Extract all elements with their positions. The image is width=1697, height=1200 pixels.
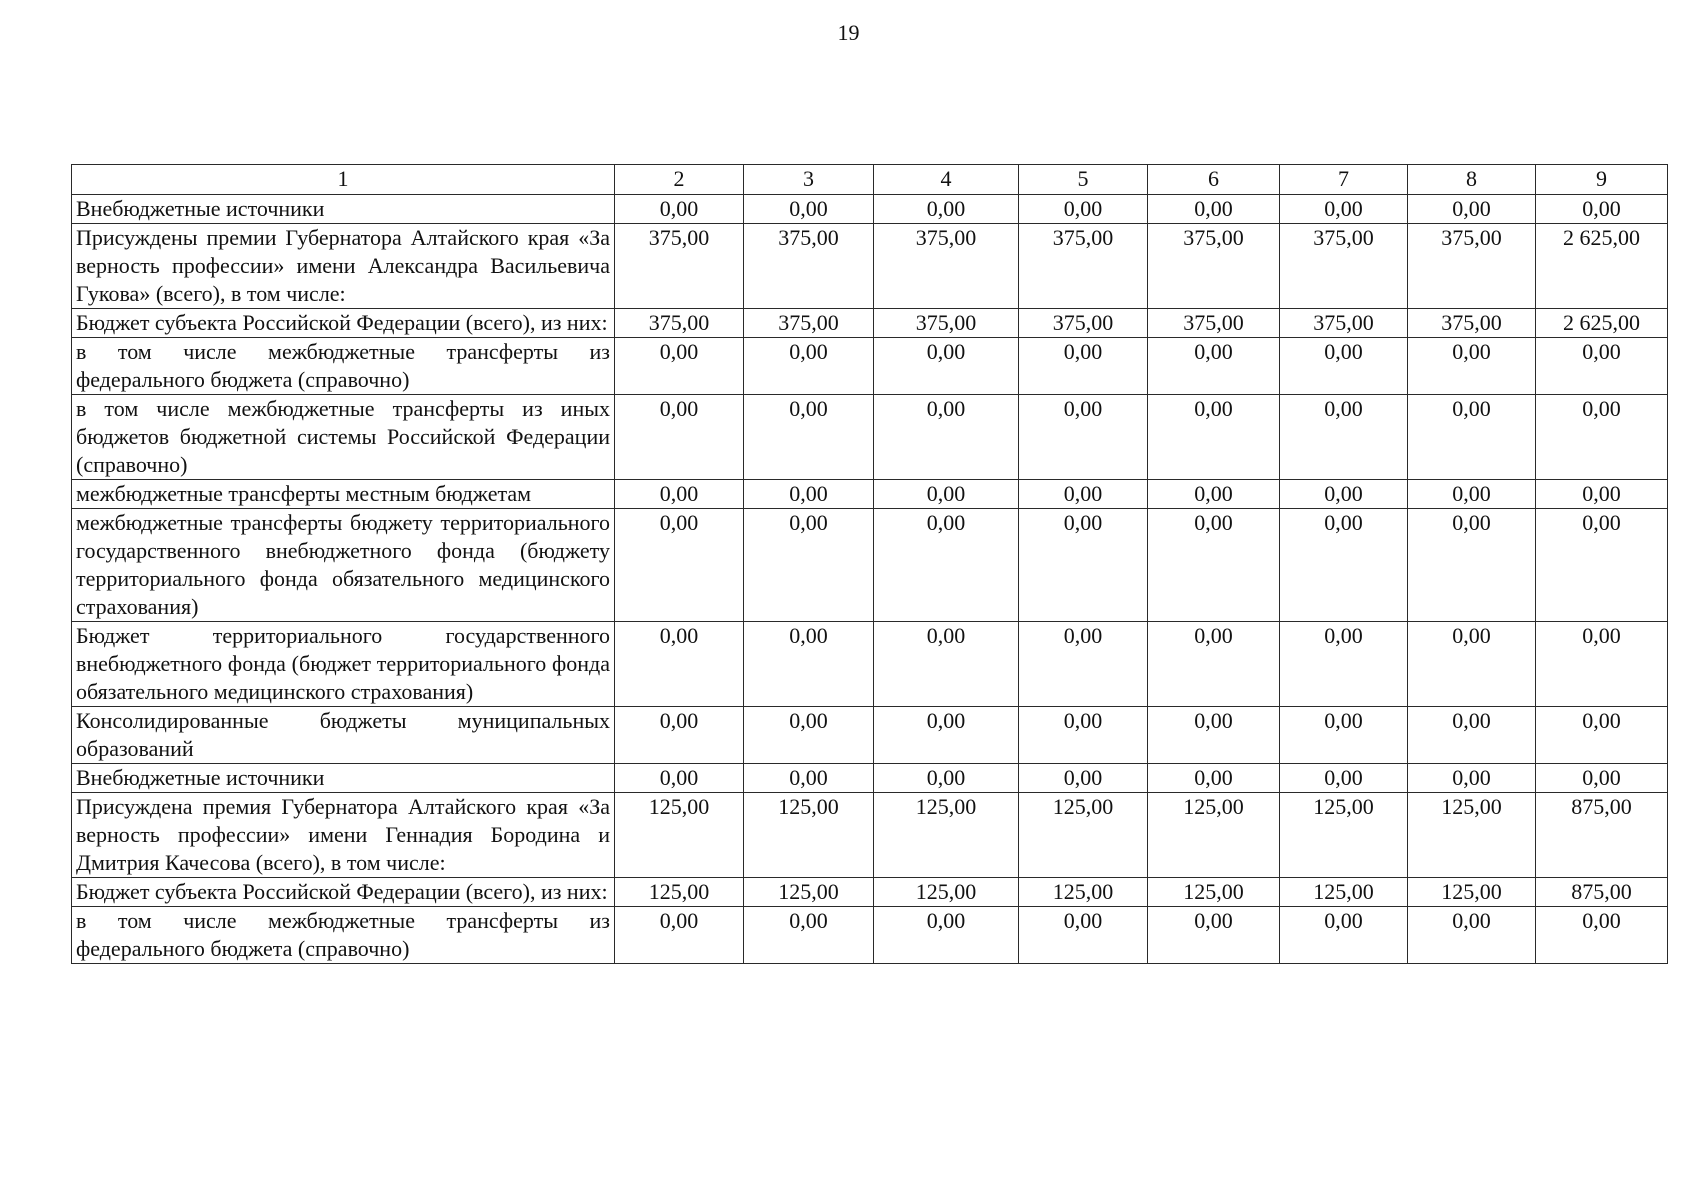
value-cell: 125,00	[1408, 793, 1536, 878]
value-cell: 0,00	[1280, 764, 1408, 793]
row-label-cell: Бюджет субъекта Российской Федерации (всего), из них:	[72, 309, 615, 338]
value-cell: 0,00	[1408, 622, 1536, 707]
row-label-cell: Присуждены премии Губернатора Алтайского края «За верность профессии» имени Александра Васильевича Гукова» (всего), в том числе:	[72, 224, 615, 309]
value-cell: 0,00	[1536, 195, 1668, 224]
value-cell: 2 625,00	[1536, 224, 1668, 309]
value-cell: 375,00	[874, 309, 1019, 338]
value-cell: 375,00	[1148, 224, 1280, 309]
value-cell: 0,00	[1148, 395, 1280, 480]
value-cell: 0,00	[1536, 480, 1668, 509]
table-row	[72, 878, 1668, 907]
row-label-cell: Бюджет территориального государственного внебюджетного фонда (бюджет территориального фонда обязательного медицинского страхования)	[72, 622, 615, 707]
value-cell: 0,00	[744, 338, 874, 395]
value-cell: 0,00	[1148, 509, 1280, 622]
value-cell: 375,00	[1019, 224, 1148, 309]
value-cell: 2 625,00	[1536, 309, 1668, 338]
table-row	[72, 338, 1668, 395]
column-header: 1	[72, 165, 615, 195]
value-cell: 0,00	[1536, 395, 1668, 480]
table-row	[72, 395, 1668, 480]
value-cell: 0,00	[1536, 907, 1668, 964]
value-cell: 0,00	[744, 509, 874, 622]
value-cell: 0,00	[1019, 622, 1148, 707]
row-label-cell: Внебюджетные источники	[72, 195, 615, 224]
value-cell: 0,00	[1536, 707, 1668, 764]
value-cell: 0,00	[874, 195, 1019, 224]
value-cell: 0,00	[1148, 480, 1280, 509]
value-cell: 125,00	[1019, 793, 1148, 878]
value-cell: 0,00	[744, 764, 874, 793]
row-label-cell: в том числе межбюджетные трансферты из федерального бюджета (справочно)	[72, 338, 615, 395]
value-cell: 0,00	[1408, 907, 1536, 964]
value-cell: 0,00	[615, 764, 744, 793]
value-cell: 0,00	[1536, 338, 1668, 395]
table-row	[72, 622, 1668, 707]
value-cell: 0,00	[874, 622, 1019, 707]
column-header: 9	[1536, 165, 1668, 195]
value-cell: 0,00	[615, 707, 744, 764]
value-cell: 125,00	[874, 793, 1019, 878]
column-header: 6	[1148, 165, 1280, 195]
value-cell: 0,00	[1148, 338, 1280, 395]
value-cell: 0,00	[1408, 707, 1536, 764]
value-cell: 875,00	[1536, 878, 1668, 907]
value-cell: 0,00	[1019, 707, 1148, 764]
value-cell: 0,00	[1148, 764, 1280, 793]
value-cell: 375,00	[615, 309, 744, 338]
table-row	[72, 224, 1668, 309]
value-cell: 125,00	[1280, 878, 1408, 907]
row-label-cell: в том числе межбюджетные трансферты из федерального бюджета (справочно)	[72, 907, 615, 964]
value-cell: 375,00	[744, 309, 874, 338]
value-cell: 0,00	[615, 907, 744, 964]
budget-table	[71, 164, 1668, 964]
value-cell: 0,00	[1280, 395, 1408, 480]
value-cell: 0,00	[615, 509, 744, 622]
table-row	[72, 509, 1668, 622]
column-header: 8	[1408, 165, 1536, 195]
value-cell: 0,00	[1536, 622, 1668, 707]
value-cell: 0,00	[1408, 195, 1536, 224]
value-cell: 0,00	[1408, 509, 1536, 622]
value-cell: 125,00	[1148, 793, 1280, 878]
column-header: 2	[615, 165, 744, 195]
value-cell: 0,00	[744, 907, 874, 964]
value-cell: 0,00	[744, 480, 874, 509]
value-cell: 125,00	[615, 878, 744, 907]
value-cell: 0,00	[1536, 509, 1668, 622]
table-row	[72, 793, 1668, 878]
value-cell: 0,00	[1148, 622, 1280, 707]
value-cell: 375,00	[1148, 309, 1280, 338]
value-cell: 0,00	[1408, 480, 1536, 509]
column-header: 5	[1019, 165, 1148, 195]
value-cell: 0,00	[615, 480, 744, 509]
value-cell: 0,00	[1280, 622, 1408, 707]
column-header: 4	[874, 165, 1019, 195]
value-cell: 375,00	[1280, 309, 1408, 338]
value-cell: 125,00	[874, 878, 1019, 907]
row-label-cell: Бюджет субъекта Российской Федерации (всего), из них:	[72, 878, 615, 907]
value-cell: 125,00	[1019, 878, 1148, 907]
value-cell: 0,00	[874, 764, 1019, 793]
page-number: 19	[837, 20, 860, 45]
value-cell: 0,00	[1019, 907, 1148, 964]
table-header	[72, 165, 1668, 195]
row-label-cell: в том числе межбюджетные трансферты из иных бюджетов бюджетной системы Российской Федерации (справочно)	[72, 395, 615, 480]
value-cell: 0,00	[874, 338, 1019, 395]
value-cell: 0,00	[1280, 907, 1408, 964]
value-cell: 375,00	[874, 224, 1019, 309]
value-cell: 375,00	[1280, 224, 1408, 309]
value-cell: 0,00	[1280, 707, 1408, 764]
value-cell: 0,00	[874, 707, 1019, 764]
header-row	[72, 165, 1668, 195]
table-row	[72, 309, 1668, 338]
value-cell: 0,00	[1148, 195, 1280, 224]
value-cell: 0,00	[744, 707, 874, 764]
value-cell: 125,00	[744, 878, 874, 907]
value-cell: 0,00	[1280, 195, 1408, 224]
value-cell: 375,00	[615, 224, 744, 309]
value-cell: 0,00	[874, 480, 1019, 509]
value-cell: 0,00	[1280, 509, 1408, 622]
value-cell: 0,00	[874, 907, 1019, 964]
column-header: 7	[1280, 165, 1408, 195]
value-cell: 0,00	[744, 195, 874, 224]
row-label-cell: Консолидированные бюджеты муниципальных образований	[72, 707, 615, 764]
value-cell: 0,00	[1019, 338, 1148, 395]
value-cell: 0,00	[1408, 764, 1536, 793]
value-cell: 0,00	[874, 509, 1019, 622]
value-cell: 0,00	[1148, 707, 1280, 764]
value-cell: 0,00	[1536, 764, 1668, 793]
table-row	[72, 764, 1668, 793]
value-cell: 0,00	[615, 622, 744, 707]
column-header: 3	[744, 165, 874, 195]
value-cell: 125,00	[1280, 793, 1408, 878]
value-cell: 375,00	[1408, 309, 1536, 338]
budget-table-container	[71, 164, 1668, 964]
value-cell: 0,00	[1408, 338, 1536, 395]
value-cell: 0,00	[744, 622, 874, 707]
value-cell: 375,00	[1408, 224, 1536, 309]
value-cell: 125,00	[615, 793, 744, 878]
value-cell: 0,00	[1019, 395, 1148, 480]
value-cell: 0,00	[1408, 395, 1536, 480]
row-label-cell: Присуждена премия Губернатора Алтайского края «За верность профессии» имени Геннадия Бородина и Дмитрия Качесова (всего), в том числе:	[72, 793, 615, 878]
table-row	[72, 707, 1668, 764]
value-cell: 0,00	[874, 395, 1019, 480]
value-cell: 0,00	[1019, 195, 1148, 224]
value-cell: 125,00	[744, 793, 874, 878]
value-cell: 0,00	[1019, 764, 1148, 793]
value-cell: 0,00	[1280, 480, 1408, 509]
value-cell: 875,00	[1536, 793, 1668, 878]
table-row	[72, 480, 1668, 509]
value-cell: 125,00	[1148, 878, 1280, 907]
value-cell: 375,00	[1019, 309, 1148, 338]
row-label-cell: Внебюджетные источники	[72, 764, 615, 793]
value-cell: 0,00	[1148, 907, 1280, 964]
value-cell: 0,00	[1019, 480, 1148, 509]
table-row	[72, 907, 1668, 964]
value-cell: 375,00	[744, 224, 874, 309]
row-label-cell: межбюджетные трансферты местным бюджетам	[72, 480, 615, 509]
table-row	[72, 195, 1668, 224]
value-cell: 0,00	[615, 338, 744, 395]
value-cell: 0,00	[615, 195, 744, 224]
value-cell: 0,00	[1019, 509, 1148, 622]
value-cell: 125,00	[1408, 878, 1536, 907]
value-cell: 0,00	[744, 395, 874, 480]
value-cell: 0,00	[615, 395, 744, 480]
table-body	[72, 195, 1668, 964]
row-label-cell: межбюджетные трансферты бюджету территориального государственного внебюджетного фонда (бюджету территориального фонда обязательного медицинского страхования)	[72, 509, 615, 622]
value-cell: 0,00	[1280, 338, 1408, 395]
